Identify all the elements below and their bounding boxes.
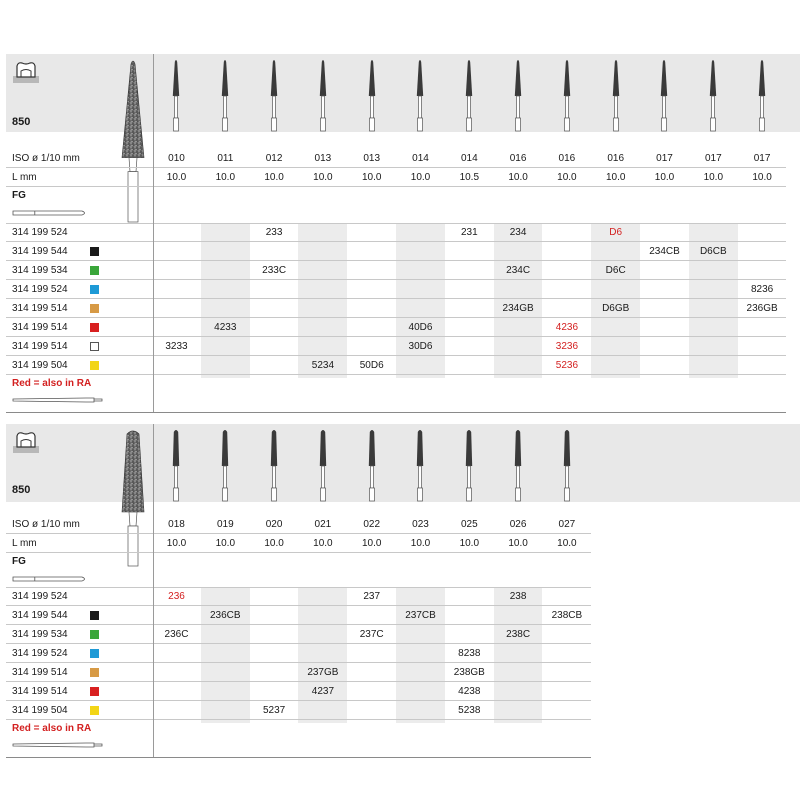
iso-label: ISO ø 1/10 mm	[12, 519, 80, 530]
yellow-ring-swatch	[90, 361, 99, 370]
row-divider	[6, 167, 786, 168]
bur-icon	[215, 58, 235, 132]
iso-size-cell: 011	[217, 153, 234, 164]
table-row	[6, 664, 597, 682]
product-panel-1	[6, 54, 800, 428]
length-cell: 10.0	[654, 172, 675, 183]
bur-icon	[459, 58, 479, 132]
iso-size-cell: 013	[314, 153, 332, 164]
tooth-icon	[12, 430, 40, 454]
iso-size-cell: 025	[460, 519, 478, 530]
product-code-cell: 3233	[165, 341, 188, 352]
blue-ring-swatch	[90, 285, 99, 294]
article-number: 314 199 534	[12, 629, 68, 640]
bur-icon	[606, 58, 626, 132]
length-row	[6, 169, 792, 187]
length-cell: 10.0	[703, 172, 724, 183]
length-cell: 10.0	[313, 172, 333, 183]
iso-size-cell: 013	[363, 153, 381, 164]
row-divider	[6, 298, 786, 299]
product-code-cell: 233	[265, 227, 283, 238]
bur-icon	[264, 58, 284, 132]
ra-shank-icon	[12, 392, 104, 402]
product-code-cell: 30D6	[408, 341, 433, 352]
product-code-cell: D6GB	[602, 303, 630, 314]
article-number: 314 199 544	[12, 610, 68, 621]
article-number: 314 199 514	[12, 322, 68, 333]
panel-bottom-border	[6, 412, 786, 413]
length-cell: 10.0	[752, 172, 772, 183]
length-cell: 10.0	[459, 538, 480, 549]
product-code-cell: 4238	[458, 686, 481, 697]
article-number: 314 199 514	[12, 303, 68, 314]
product-code-cell: 237	[363, 591, 381, 602]
table-row	[6, 588, 597, 606]
bur-icon	[557, 58, 577, 132]
iso-size-cell: 018	[168, 519, 185, 530]
product-code-cell: 233C	[262, 265, 287, 276]
article-number: 314 199 524	[12, 284, 68, 295]
row-divider	[6, 624, 591, 625]
length-cell: 10.0	[264, 172, 284, 183]
iso-size-cell: 026	[509, 519, 527, 530]
product-code-cell: 4233	[214, 322, 237, 333]
iso-size-cell: 010	[168, 153, 185, 164]
row-divider	[6, 700, 591, 701]
bur-icon	[215, 428, 235, 502]
product-code-cell: 238C	[506, 629, 531, 640]
table-row	[6, 319, 792, 337]
table-row	[6, 702, 597, 720]
length-cell: 10.0	[508, 538, 528, 549]
row-divider	[6, 336, 786, 337]
model-number: 850	[12, 116, 31, 128]
table-row	[6, 683, 597, 701]
product-code-cell: 3236	[555, 341, 579, 352]
model-number: 850	[12, 484, 31, 496]
article-number: 314 199 514	[12, 667, 68, 678]
product-code-cell: 5234	[311, 360, 335, 371]
table-row	[6, 243, 792, 261]
iso-size-cell: 023	[412, 519, 429, 530]
article-number: 314 199 514	[12, 341, 68, 352]
iso-size-cell: 017	[753, 153, 771, 164]
article-number: 314 199 524	[12, 227, 68, 238]
bur-icon	[166, 428, 186, 502]
iso-size-cell: 016	[607, 153, 625, 164]
length-label: L mm	[12, 172, 37, 183]
table-row	[6, 281, 792, 299]
iso-size-cell: 012	[265, 153, 283, 164]
iso-size-cell: 020	[265, 519, 283, 530]
row-divider	[6, 643, 591, 644]
length-cell: 10.0	[557, 538, 577, 549]
bur-icon	[557, 428, 577, 502]
table-row	[6, 645, 597, 663]
column-separator	[153, 424, 154, 757]
bur-icon	[166, 58, 186, 132]
length-cell: 10.0	[605, 172, 626, 183]
black-ring-swatch	[90, 247, 99, 256]
green-ring-swatch	[90, 630, 99, 639]
length-cell: 10.0	[166, 172, 187, 183]
article-number: 314 199 544	[12, 246, 68, 257]
row-divider	[6, 681, 591, 682]
panel-bottom-border	[6, 757, 591, 758]
row-divider	[6, 374, 786, 375]
iso-size-cell: 017	[704, 153, 722, 164]
product-code-cell: 234CB	[649, 246, 680, 257]
row-divider	[6, 605, 591, 606]
length-cell: 10.0	[264, 538, 284, 549]
length-cell: 10.0	[361, 172, 382, 183]
fg-shank-icon	[12, 571, 88, 581]
fg-label: FG	[12, 556, 26, 567]
orange-ring-swatch	[90, 668, 99, 677]
product-code-cell: 234C	[506, 265, 531, 276]
iso-label: ISO ø 1/10 mm	[12, 153, 80, 164]
bur-icon	[703, 58, 723, 132]
length-row	[6, 535, 597, 553]
product-code-cell: 40D6	[408, 322, 433, 333]
row-divider	[6, 317, 786, 318]
bur-icon	[752, 58, 772, 132]
iso-size-cell: 016	[509, 153, 527, 164]
table-row	[6, 262, 792, 280]
product-code-cell: 4237	[311, 686, 335, 697]
row-divider	[6, 186, 786, 187]
length-cell: 10.5	[459, 172, 480, 183]
iso-size-cell: 016	[558, 153, 576, 164]
bur-icon	[313, 428, 333, 502]
red-ring-swatch	[90, 323, 99, 332]
product-code-cell: 238CB	[551, 610, 583, 621]
article-number: 314 199 504	[12, 705, 68, 716]
product-code-cell: D6	[609, 227, 623, 238]
product-code-cell: 234GB	[502, 303, 534, 314]
iso-size-cell: 014	[460, 153, 478, 164]
product-code-cell: 238	[509, 591, 527, 602]
ra-availability-note: Red = also in RA	[12, 378, 92, 389]
product-code-cell: 5237	[262, 705, 286, 716]
bur-icon	[410, 428, 430, 502]
iso-size-cell: 022	[363, 519, 381, 530]
article-number: 314 199 504	[12, 360, 68, 371]
product-code-cell: 4236	[555, 322, 579, 333]
fg-shank-icon	[12, 205, 88, 215]
iso-size-cell: 014	[412, 153, 429, 164]
length-cell: 10.0	[313, 538, 333, 549]
product-code-cell: 236C	[164, 629, 189, 640]
white-ring-swatch	[90, 342, 99, 351]
article-number: 314 199 524	[12, 648, 68, 659]
article-number: 314 199 534	[12, 265, 68, 276]
table-row	[6, 224, 792, 242]
length-cell: 10.0	[410, 538, 431, 549]
row-divider	[6, 260, 786, 261]
length-cell: 10.0	[557, 172, 577, 183]
length-cell: 10.0	[410, 172, 431, 183]
article-number: 314 199 514	[12, 686, 68, 697]
orange-ring-swatch	[90, 304, 99, 313]
row-divider	[6, 719, 591, 720]
product-code-cell: D6CB	[699, 246, 727, 257]
ra-availability-note: Red = also in RA	[12, 723, 92, 734]
product-code-cell: D6C	[605, 265, 626, 276]
fg-label: FG	[12, 190, 26, 201]
iso-row	[6, 516, 597, 534]
blue-ring-swatch	[90, 649, 99, 658]
product-code-cell: 8236	[750, 284, 774, 295]
black-ring-swatch	[90, 611, 99, 620]
length-label: L mm	[12, 538, 37, 549]
row-divider	[6, 241, 786, 242]
bur-icon	[459, 428, 479, 502]
article-number: 314 199 524	[12, 591, 68, 602]
bur-icon	[508, 428, 528, 502]
row-divider	[6, 279, 786, 280]
product-code-cell: 237GB	[307, 667, 339, 678]
bur-icon	[313, 58, 333, 132]
length-cell: 10.0	[508, 172, 528, 183]
bur-icon	[410, 58, 430, 132]
table-row	[6, 607, 597, 625]
table-row	[6, 357, 792, 375]
product-code-cell: 231	[460, 227, 478, 238]
table-row	[6, 626, 597, 644]
tooth-icon	[12, 60, 40, 84]
product-code-cell: 237CB	[405, 610, 436, 621]
table-row	[6, 300, 792, 318]
product-code-cell: 236	[168, 591, 185, 602]
green-ring-swatch	[90, 266, 99, 275]
length-cell: 10.0	[361, 538, 382, 549]
product-code-cell: 5238	[458, 705, 481, 716]
iso-size-cell: 021	[314, 519, 332, 530]
column-separator	[153, 54, 154, 412]
bur-icon	[362, 428, 382, 502]
bur-icon	[264, 428, 284, 502]
bur-icon	[362, 58, 382, 132]
row-divider	[6, 662, 591, 663]
bur-icon	[508, 58, 528, 132]
length-cell: 10.0	[215, 538, 236, 549]
product-code-cell: 236GB	[746, 303, 778, 314]
product-code-cell: 238GB	[453, 667, 485, 678]
row-divider	[6, 533, 591, 534]
iso-row	[6, 150, 792, 168]
table-row	[6, 338, 792, 356]
iso-size-cell: 019	[216, 519, 234, 530]
yellow-ring-swatch	[90, 706, 99, 715]
row-divider	[6, 355, 786, 356]
length-cell: 10.0	[215, 172, 236, 183]
row-divider	[6, 552, 591, 553]
product-code-cell: 234	[509, 227, 527, 238]
product-code-cell: 50D6	[359, 360, 384, 371]
length-cell: 10.0	[166, 538, 187, 549]
product-code-cell: 236CB	[210, 610, 241, 621]
iso-size-cell: 027	[558, 519, 576, 530]
iso-size-cell: 017	[656, 153, 673, 164]
bur-icon	[654, 58, 674, 132]
product-code-cell: 237C	[359, 629, 384, 640]
red-ring-swatch	[90, 687, 99, 696]
ra-shank-icon	[12, 737, 104, 747]
bur-icon	[118, 58, 148, 229]
product-code-cell: 8238	[458, 648, 481, 659]
product-code-cell: 5236	[555, 360, 579, 371]
product-panel-2	[6, 424, 800, 779]
